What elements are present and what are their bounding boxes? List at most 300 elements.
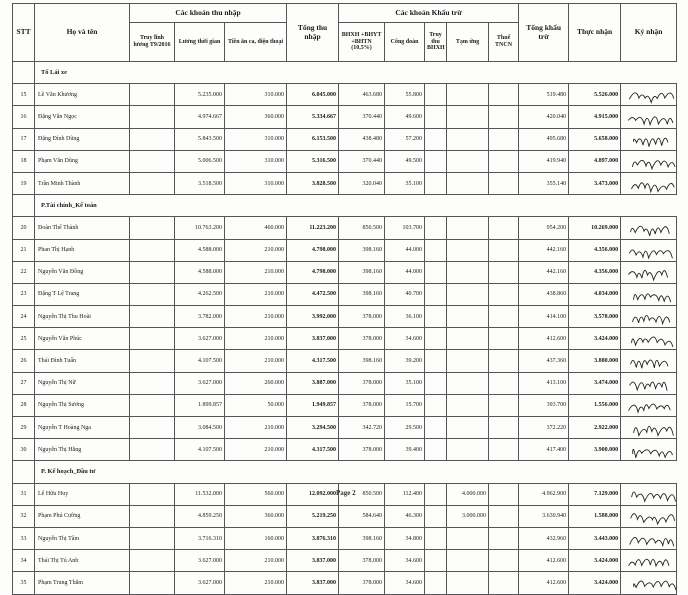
cell-salary: 11.532.000 bbox=[175, 483, 225, 505]
cell-salary: 3.084.500 bbox=[175, 417, 225, 439]
cell-union: 40.700 bbox=[385, 283, 425, 305]
cell-total-deduction: 412.600 bbox=[519, 550, 569, 572]
cell-salary: 4.262.500 bbox=[175, 283, 225, 305]
cell-meal-phone: 310.000 bbox=[225, 150, 287, 172]
table-row bbox=[13, 128, 677, 150]
cell-salary: 3.518.500 bbox=[175, 172, 225, 194]
cell-total-deduction: 355.140 bbox=[519, 172, 569, 194]
cell-union: 49.500 bbox=[385, 150, 425, 172]
cell-retro bbox=[130, 417, 175, 439]
cell-signature bbox=[621, 261, 677, 283]
cell-total-income: 4.317.500 bbox=[287, 439, 339, 461]
group-stt-cell bbox=[13, 62, 35, 84]
cell-insurance: 320.040 bbox=[339, 172, 385, 194]
cell-signature bbox=[621, 84, 677, 106]
cell-net: 4.034.000 bbox=[569, 283, 621, 305]
cell-meal-phone: 310.000 bbox=[225, 84, 287, 106]
cell-net: 3.424.000 bbox=[569, 550, 621, 572]
cell-meal-phone: 160.000 bbox=[225, 527, 287, 549]
signature-scribble bbox=[622, 284, 676, 304]
cell-net: 4.356.000 bbox=[569, 261, 621, 283]
cell-stt: 19 bbox=[13, 172, 35, 194]
cell-signature bbox=[621, 283, 677, 305]
header-signature: Ký nhận bbox=[621, 4, 677, 62]
cell-signature bbox=[621, 128, 677, 150]
cell-retro-insurance bbox=[425, 439, 447, 461]
cell-signature bbox=[621, 306, 677, 328]
cell-name: Nguyễn Văn Đồng bbox=[35, 261, 130, 283]
cell-retro-insurance bbox=[425, 350, 447, 372]
signature-scribble bbox=[622, 240, 676, 260]
cell-retro bbox=[130, 372, 175, 394]
header-retro-insurance: Truy thu BHXH bbox=[425, 23, 447, 62]
signature-scribble bbox=[622, 551, 676, 571]
signature-scribble bbox=[622, 329, 676, 349]
cell-insurance: 398.160 bbox=[339, 261, 385, 283]
cell-total-income: 4.317.500 bbox=[287, 350, 339, 372]
cell-signature bbox=[621, 483, 677, 505]
cell-retro bbox=[130, 328, 175, 350]
cell-net: 7.129.000 bbox=[569, 483, 621, 505]
cell-signature bbox=[621, 106, 677, 128]
cell-tax bbox=[489, 283, 519, 305]
cell-union: 44.000 bbox=[385, 261, 425, 283]
cell-tax bbox=[489, 106, 519, 128]
cell-net: 1.588.000 bbox=[569, 505, 621, 527]
cell-meal-phone: 310.000 bbox=[225, 128, 287, 150]
cell-stt: 29 bbox=[13, 417, 35, 439]
cell-stt: 23 bbox=[13, 283, 35, 305]
group-label: P.Tài chính_Kế toán bbox=[35, 195, 677, 217]
cell-total-income: 4.798.000 bbox=[287, 261, 339, 283]
cell-union: 46.300 bbox=[385, 505, 425, 527]
cell-tax bbox=[489, 417, 519, 439]
header-name: Họ và tên bbox=[35, 4, 130, 62]
cell-total-deduction: 372.220 bbox=[519, 417, 569, 439]
cell-signature bbox=[621, 527, 677, 549]
cell-insurance: 378.000 bbox=[339, 394, 385, 416]
cell-total-deduction: 954.200 bbox=[519, 217, 569, 239]
cell-meal-phone: 360.000 bbox=[225, 106, 287, 128]
cell-net: 5.526.000 bbox=[569, 84, 621, 106]
cell-insurance: 378.000 bbox=[339, 306, 385, 328]
cell-meal-phone: 310.000 bbox=[225, 172, 287, 194]
cell-total-income: 3.876.310 bbox=[287, 527, 339, 549]
cell-total-income: 3.828.500 bbox=[287, 172, 339, 194]
payroll-table bbox=[12, 3, 677, 595]
cell-retro-insurance bbox=[425, 128, 447, 150]
signature-scribble bbox=[622, 262, 676, 282]
cell-stt: 33 bbox=[13, 527, 35, 549]
cell-net: 3.880.000 bbox=[569, 350, 621, 372]
cell-meal-phone: 210.000 bbox=[225, 283, 287, 305]
cell-retro bbox=[130, 483, 175, 505]
cell-retro bbox=[130, 572, 175, 594]
cell-retro-insurance bbox=[425, 372, 447, 394]
cell-retro bbox=[130, 350, 175, 372]
signature-scribble bbox=[622, 573, 676, 593]
cell-salary: 5.006.500 bbox=[175, 150, 225, 172]
cell-stt: 21 bbox=[13, 239, 35, 261]
table-row bbox=[13, 350, 677, 372]
cell-total-deduction: 519.480 bbox=[519, 84, 569, 106]
header-net: Thực nhận bbox=[569, 4, 621, 62]
cell-net: 3.578.000 bbox=[569, 306, 621, 328]
cell-advance bbox=[447, 328, 489, 350]
cell-name: Đặng T Lệ Trang bbox=[35, 283, 130, 305]
table-row bbox=[13, 217, 677, 239]
cell-net: 4.915.000 bbox=[569, 106, 621, 128]
cell-salary: 3.627.000 bbox=[175, 328, 225, 350]
cell-total-income: 5.219.250 bbox=[287, 505, 339, 527]
page-number: Page 2 bbox=[336, 489, 356, 497]
cell-tax bbox=[489, 572, 519, 594]
cell-union: 34.600 bbox=[385, 328, 425, 350]
signature-scribble bbox=[622, 440, 676, 460]
cell-advance bbox=[447, 150, 489, 172]
cell-insurance: 370.440 bbox=[339, 106, 385, 128]
cell-signature bbox=[621, 550, 677, 572]
cell-total-income: 6.045.000 bbox=[287, 84, 339, 106]
cell-net: 3.443.000 bbox=[569, 527, 621, 549]
cell-tax bbox=[489, 84, 519, 106]
table-row bbox=[13, 328, 677, 350]
cell-total-income: 3.837.000 bbox=[287, 550, 339, 572]
cell-meal-phone: 260.000 bbox=[225, 372, 287, 394]
cell-meal-phone: 210.000 bbox=[225, 239, 287, 261]
cell-net: 3.900.000 bbox=[569, 439, 621, 461]
group-label: Tổ Lái xe bbox=[35, 62, 677, 84]
cell-net: 4.356.000 bbox=[569, 239, 621, 261]
cell-tax bbox=[489, 128, 519, 150]
table-row bbox=[13, 372, 677, 394]
cell-advance: 4.000.000 bbox=[447, 483, 489, 505]
cell-union: 112.400 bbox=[385, 483, 425, 505]
cell-stt: 26 bbox=[13, 350, 35, 372]
cell-salary: 4.974.667 bbox=[175, 106, 225, 128]
cell-name: Lê Hữu Huy bbox=[35, 483, 130, 505]
payroll-sheet bbox=[12, 3, 676, 586]
cell-total-deduction: 419.940 bbox=[519, 150, 569, 172]
cell-union: 57.200 bbox=[385, 128, 425, 150]
group-row bbox=[13, 62, 677, 84]
signature-scribble bbox=[622, 107, 676, 127]
cell-total-deduction: 438.860 bbox=[519, 283, 569, 305]
cell-signature bbox=[621, 217, 677, 239]
cell-advance bbox=[447, 172, 489, 194]
cell-total-deduction: 420.040 bbox=[519, 106, 569, 128]
cell-insurance: 378.000 bbox=[339, 372, 385, 394]
cell-union: 39.200 bbox=[385, 350, 425, 372]
cell-salary: 3.782.000 bbox=[175, 306, 225, 328]
cell-stt: 31 bbox=[13, 483, 35, 505]
cell-name: Phạm Văn Dũng bbox=[35, 150, 130, 172]
cell-signature bbox=[621, 417, 677, 439]
cell-stt: 35 bbox=[13, 572, 35, 594]
cell-name: Nguyễn Thị Thu Hoài bbox=[35, 306, 130, 328]
cell-union: 29.500 bbox=[385, 417, 425, 439]
cell-union: 39.400 bbox=[385, 439, 425, 461]
cell-insurance: 398.160 bbox=[339, 350, 385, 372]
cell-name: Đoàn Thế Thành bbox=[35, 217, 130, 239]
cell-retro bbox=[130, 550, 175, 572]
table-row bbox=[13, 106, 677, 128]
cell-stt: 24 bbox=[13, 306, 35, 328]
table-body bbox=[13, 62, 677, 595]
signature-scribble bbox=[622, 395, 676, 415]
cell-tax bbox=[489, 372, 519, 394]
cell-meal-phone: 210.000 bbox=[225, 306, 287, 328]
cell-name: Thái Thị Tú Anh bbox=[35, 550, 130, 572]
cell-total-deduction: 412.600 bbox=[519, 572, 569, 594]
cell-name: Đặng Văn Ngọc bbox=[35, 106, 130, 128]
cell-advance bbox=[447, 261, 489, 283]
group-stt-cell bbox=[13, 461, 35, 483]
cell-total-deduction: 442.160 bbox=[519, 261, 569, 283]
cell-total-income: 11.223.200 bbox=[287, 217, 339, 239]
cell-salary: 5.235.000 bbox=[175, 84, 225, 106]
cell-advance bbox=[447, 417, 489, 439]
cell-salary: 3.627.000 bbox=[175, 372, 225, 394]
table-row bbox=[13, 239, 677, 261]
cell-union: 34.600 bbox=[385, 550, 425, 572]
table-row bbox=[13, 417, 677, 439]
cell-retro-insurance bbox=[425, 394, 447, 416]
cell-meal-phone: 210.000 bbox=[225, 550, 287, 572]
cell-retro bbox=[130, 128, 175, 150]
cell-advance bbox=[447, 372, 489, 394]
group-stt-cell bbox=[13, 195, 35, 217]
cell-stt: 25 bbox=[13, 328, 35, 350]
cell-name: Phạm Trung Thắm bbox=[35, 572, 130, 594]
cell-insurance: 342.720 bbox=[339, 417, 385, 439]
cell-stt: 17 bbox=[13, 128, 35, 150]
cell-advance bbox=[447, 439, 489, 461]
cell-name: Trần Minh Thành bbox=[35, 172, 130, 194]
header-union: Công đoàn bbox=[385, 23, 425, 62]
signature-scribble bbox=[622, 373, 676, 393]
cell-salary: 4.859.250 bbox=[175, 505, 225, 527]
cell-advance bbox=[447, 550, 489, 572]
cell-insurance: 378.000 bbox=[339, 572, 385, 594]
cell-total-income: 3.837.000 bbox=[287, 328, 339, 350]
cell-name: Nguyễn Thị Sương bbox=[35, 394, 130, 416]
cell-total-income: 4.472.500 bbox=[287, 283, 339, 305]
cell-retro bbox=[130, 283, 175, 305]
signature-scribble bbox=[622, 85, 676, 105]
group-label: P. Kế hoạch_Đầu tư bbox=[35, 461, 677, 483]
cell-tax bbox=[489, 261, 519, 283]
cell-net: 3.474.000 bbox=[569, 372, 621, 394]
cell-meal-phone: 210.000 bbox=[225, 417, 287, 439]
signature-scribble bbox=[622, 174, 676, 194]
cell-insurance: 850.500 bbox=[339, 217, 385, 239]
cell-tax bbox=[489, 306, 519, 328]
cell-total-deduction: 417.400 bbox=[519, 439, 569, 461]
cell-signature bbox=[621, 439, 677, 461]
cell-retro-insurance bbox=[425, 572, 447, 594]
cell-retro-insurance bbox=[425, 328, 447, 350]
cell-total-deduction: 437.360 bbox=[519, 350, 569, 372]
cell-total-deduction: 393.700 bbox=[519, 394, 569, 416]
cell-signature bbox=[621, 505, 677, 527]
table-row bbox=[13, 394, 677, 416]
header-insurance: BHXH +BHYT +BHTN (10,5%) bbox=[339, 23, 385, 62]
cell-meal-phone: 210.000 bbox=[225, 350, 287, 372]
cell-union: 103.700 bbox=[385, 217, 425, 239]
cell-retro-insurance bbox=[425, 483, 447, 505]
cell-net: 3.473.000 bbox=[569, 172, 621, 194]
cell-insurance: 378.000 bbox=[339, 550, 385, 572]
cell-net: 5.658.000 bbox=[569, 128, 621, 150]
cell-stt: 27 bbox=[13, 372, 35, 394]
cell-name: Đặng Đình Dũng bbox=[35, 128, 130, 150]
cell-salary: 3.627.000 bbox=[175, 572, 225, 594]
header-deduction-group: Các khoản Khấu trừ bbox=[339, 4, 519, 23]
cell-retro-insurance bbox=[425, 84, 447, 106]
cell-union: 35.100 bbox=[385, 372, 425, 394]
cell-retro bbox=[130, 505, 175, 527]
cell-name: Nguyễn Văn Phúc bbox=[35, 328, 130, 350]
cell-stt: 32 bbox=[13, 505, 35, 527]
header-income-group: Các khoản thu nhập bbox=[130, 4, 287, 23]
table-row bbox=[13, 505, 677, 527]
cell-total-deduction: 495.680 bbox=[519, 128, 569, 150]
cell-tax bbox=[489, 439, 519, 461]
cell-signature bbox=[621, 328, 677, 350]
table-row bbox=[13, 572, 677, 594]
cell-union: 34.600 bbox=[385, 572, 425, 594]
cell-insurance: 398.160 bbox=[339, 527, 385, 549]
header-advance: Tạm ứng bbox=[447, 23, 489, 62]
cell-signature bbox=[621, 372, 677, 394]
signature-scribble bbox=[622, 529, 676, 549]
cell-advance bbox=[447, 84, 489, 106]
table-row bbox=[13, 527, 677, 549]
cell-net: 4.897.000 bbox=[569, 150, 621, 172]
cell-insurance: 398.160 bbox=[339, 283, 385, 305]
cell-salary: 4.588.000 bbox=[175, 261, 225, 283]
cell-insurance: 584.640 bbox=[339, 505, 385, 527]
cell-total-income: 3.992.000 bbox=[287, 306, 339, 328]
cell-meal-phone: 50.000 bbox=[225, 394, 287, 416]
cell-tax bbox=[489, 239, 519, 261]
cell-salary: 3.627.000 bbox=[175, 550, 225, 572]
cell-tax bbox=[489, 328, 519, 350]
cell-signature bbox=[621, 150, 677, 172]
cell-name: Phạm Phú Cường bbox=[35, 505, 130, 527]
cell-retro-insurance bbox=[425, 150, 447, 172]
table-row bbox=[13, 306, 677, 328]
cell-name: Nguyễn Thị Nữ bbox=[35, 372, 130, 394]
cell-union: 15.700 bbox=[385, 394, 425, 416]
cell-advance bbox=[447, 527, 489, 549]
table-row bbox=[13, 150, 677, 172]
header-salary: Lương thời gian bbox=[175, 23, 225, 62]
cell-name: Phan Thị Hạnh bbox=[35, 239, 130, 261]
table-row bbox=[13, 439, 677, 461]
table-row bbox=[13, 550, 677, 572]
cell-insurance: 438.480 bbox=[339, 128, 385, 150]
signature-scribble bbox=[622, 351, 676, 371]
cell-total-income: 3.837.000 bbox=[287, 572, 339, 594]
cell-tax bbox=[489, 172, 519, 194]
cell-salary: 5.843.500 bbox=[175, 128, 225, 150]
cell-insurance: 398.160 bbox=[339, 239, 385, 261]
cell-stt: 34 bbox=[13, 550, 35, 572]
signature-scribble bbox=[622, 151, 676, 171]
cell-retro bbox=[130, 217, 175, 239]
cell-total-deduction: 412.600 bbox=[519, 328, 569, 350]
cell-signature bbox=[621, 394, 677, 416]
cell-total-income: 3.887.000 bbox=[287, 372, 339, 394]
cell-advance bbox=[447, 106, 489, 128]
cell-retro-insurance bbox=[425, 306, 447, 328]
cell-salary: 10.763.200 bbox=[175, 217, 225, 239]
cell-net: 1.556.000 bbox=[569, 394, 621, 416]
cell-total-income: 5.334.667 bbox=[287, 106, 339, 128]
cell-meal-phone: 560.000 bbox=[225, 483, 287, 505]
cell-retro bbox=[130, 150, 175, 172]
cell-tax bbox=[489, 350, 519, 372]
header-total-deduction: Tổng khấu trừ bbox=[519, 4, 569, 62]
cell-name: Nguyễn Thị Tâm bbox=[35, 527, 130, 549]
cell-name: Nguyễn T Hoàng Nga bbox=[35, 417, 130, 439]
header-total-income: Tổng thu nhập bbox=[287, 4, 339, 62]
cell-advance bbox=[447, 217, 489, 239]
cell-tax bbox=[489, 505, 519, 527]
cell-meal-phone: 210.000 bbox=[225, 572, 287, 594]
cell-retro-insurance bbox=[425, 527, 447, 549]
cell-stt: 20 bbox=[13, 217, 35, 239]
cell-retro-insurance bbox=[425, 283, 447, 305]
table-row bbox=[13, 84, 677, 106]
cell-retro bbox=[130, 306, 175, 328]
cell-meal-phone: 210.000 bbox=[225, 328, 287, 350]
cell-union: 44.000 bbox=[385, 239, 425, 261]
cell-union: 49.600 bbox=[385, 106, 425, 128]
signature-scribble bbox=[622, 129, 676, 149]
cell-retro-insurance bbox=[425, 239, 447, 261]
cell-salary: 4.107.500 bbox=[175, 439, 225, 461]
cell-total-income: 12.092.000 bbox=[287, 483, 339, 505]
signature-scribble bbox=[622, 307, 676, 327]
signature-scribble bbox=[622, 418, 676, 438]
cell-total-deduction: 432.960 bbox=[519, 527, 569, 549]
page-footer bbox=[336, 489, 356, 497]
cell-advance bbox=[447, 572, 489, 594]
cell-meal-phone: 210.000 bbox=[225, 261, 287, 283]
cell-advance bbox=[447, 239, 489, 261]
cell-total-income: 5.316.500 bbox=[287, 150, 339, 172]
cell-retro-insurance bbox=[425, 505, 447, 527]
cell-meal-phone: 360.000 bbox=[225, 505, 287, 527]
cell-tax bbox=[489, 550, 519, 572]
group-row bbox=[13, 195, 677, 217]
signature-scribble bbox=[622, 484, 676, 504]
signature-scribble bbox=[622, 506, 676, 526]
cell-total-deduction: 413.100 bbox=[519, 372, 569, 394]
cell-total-income: 3.294.500 bbox=[287, 417, 339, 439]
cell-signature bbox=[621, 572, 677, 594]
cell-total-deduction: 414.100 bbox=[519, 306, 569, 328]
cell-net: 3.424.000 bbox=[569, 572, 621, 594]
cell-stt: 28 bbox=[13, 394, 35, 416]
cell-retro bbox=[130, 172, 175, 194]
header-retro: Truy lĩnh lương T9/2016 bbox=[130, 23, 175, 62]
cell-insurance: 463.680 bbox=[339, 84, 385, 106]
cell-union: 55.800 bbox=[385, 84, 425, 106]
